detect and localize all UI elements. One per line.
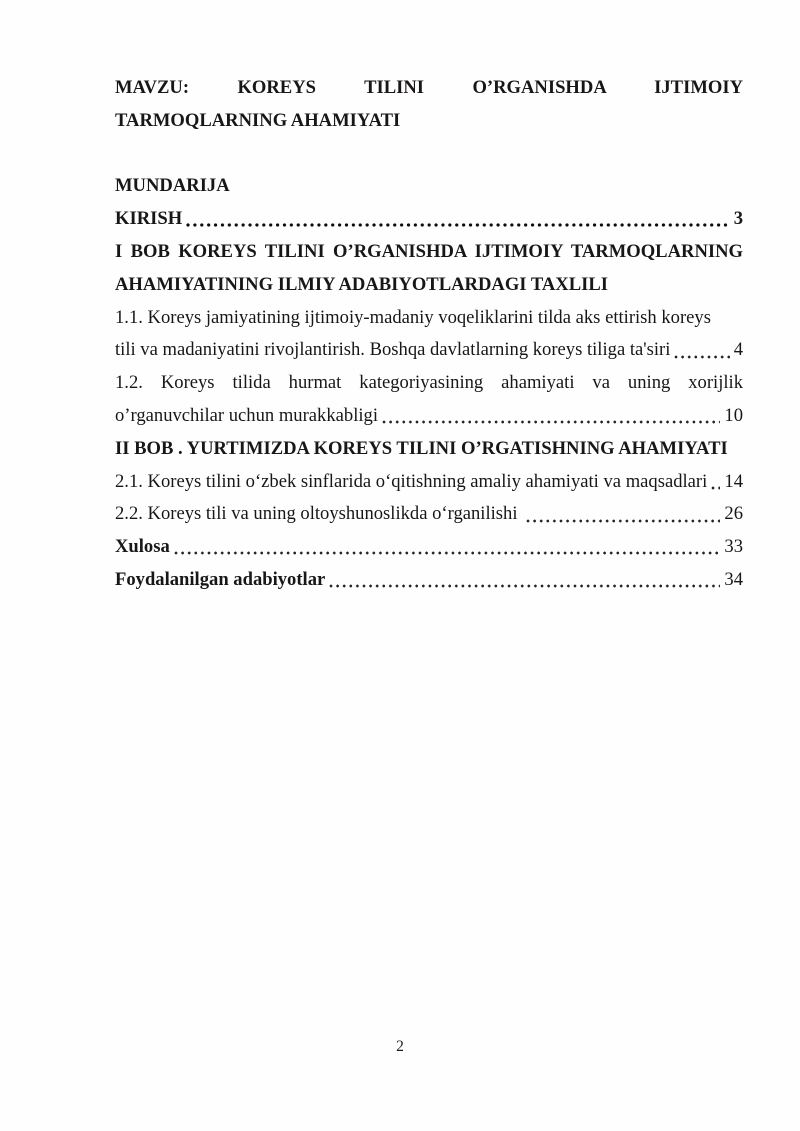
dot-leader xyxy=(183,203,733,236)
dot-leader xyxy=(171,531,724,564)
contents-heading xyxy=(115,170,743,203)
title-text: MAVZU: KOREYS TILINI O’RGANISHDA IJTIMOIY xyxy=(115,77,743,98)
toc-page-number: 34 xyxy=(724,568,743,590)
toc-entry-label: tili va madaniyatini rivojlantirish. Boshqa davlatlarning koreys tiliga ta'siri xyxy=(115,339,671,361)
document-title-line-1 xyxy=(115,72,743,105)
toc-chapter-1-line-2 xyxy=(115,269,743,302)
toc-page-number: 14 xyxy=(724,470,743,492)
toc-entry-label: KIRISH xyxy=(115,208,183,230)
toc-entry-label: Foydalanilgan adabiyotlar xyxy=(115,568,326,590)
toc-page-number: 4 xyxy=(733,339,743,361)
toc-entry-1-2-line-2 xyxy=(115,400,743,433)
title-text: TARMOQLARNING AHAMIYATI xyxy=(115,109,401,131)
toc-entry-2-2 xyxy=(115,498,743,531)
document-body xyxy=(115,72,743,597)
toc-page-number: 33 xyxy=(724,536,743,558)
toc-entry-label: II BOB . YURTIMIZDA KOREYS TILINI O’RGATISHNING AHAMIYATI xyxy=(115,437,728,459)
toc-entry-label: Xulosa xyxy=(115,536,170,558)
toc-entry-label: 1.2. Koreys tilida hurmat kategoriyasining ahamiyati va uning xorijlik xyxy=(115,372,743,394)
toc-entry-label: 2.2. Koreys tili va uning oltoyshunoslikda oʻrganilishi xyxy=(115,503,523,525)
toc-chapter-2-heading xyxy=(115,433,743,466)
dot-leader xyxy=(326,564,723,597)
toc-entry-2-1 xyxy=(115,466,743,499)
toc-entry-label: AHAMIYATINING ILMIY ADABIYOTLARDAGI TAXLILI xyxy=(115,273,608,295)
toc-entry-kirish xyxy=(115,203,743,236)
toc-entry-label: 2.1. Koreys tilini oʻzbek sinflarida oʻqitishning amaliy ahamiyati va maqsadlari xyxy=(115,470,708,492)
toc-entry-label: 1.1. Koreys jamiyatining ijtimoiy-madaniy voqeliklarini tilda aks ettirish koreys xyxy=(115,306,711,328)
contents-heading-text: MUNDARIJA xyxy=(115,175,230,197)
document-title-line-2 xyxy=(115,105,743,138)
toc-entry-1-1-line-2 xyxy=(115,334,743,367)
toc-page-number: 10 xyxy=(724,404,743,426)
dot-leader xyxy=(671,334,732,367)
toc-page-number: 26 xyxy=(724,503,743,525)
dot-leader xyxy=(379,400,723,433)
toc-entry-label: o’rganuvchilar uchun murakkabligi xyxy=(115,404,378,426)
toc-entry-label: I BOB KOREYS TILINI O’RGANISHDA IJTIMOIY TARMOQLARNING xyxy=(115,240,743,262)
toc-page-number: 3 xyxy=(733,208,743,230)
toc-chapter-1-line-1 xyxy=(115,236,743,269)
toc-entry-1-1-line-1 xyxy=(115,302,743,335)
toc-entry-xulosa xyxy=(115,531,743,564)
blank-line xyxy=(115,138,743,171)
toc-entry-adabiyotlar xyxy=(115,564,743,597)
dot-leader xyxy=(708,466,723,499)
page-number: 2 xyxy=(396,1038,404,1055)
toc-entry-1-2-line-1 xyxy=(115,367,743,400)
page-number-footer xyxy=(0,1036,800,1058)
dot-leader xyxy=(523,498,723,531)
